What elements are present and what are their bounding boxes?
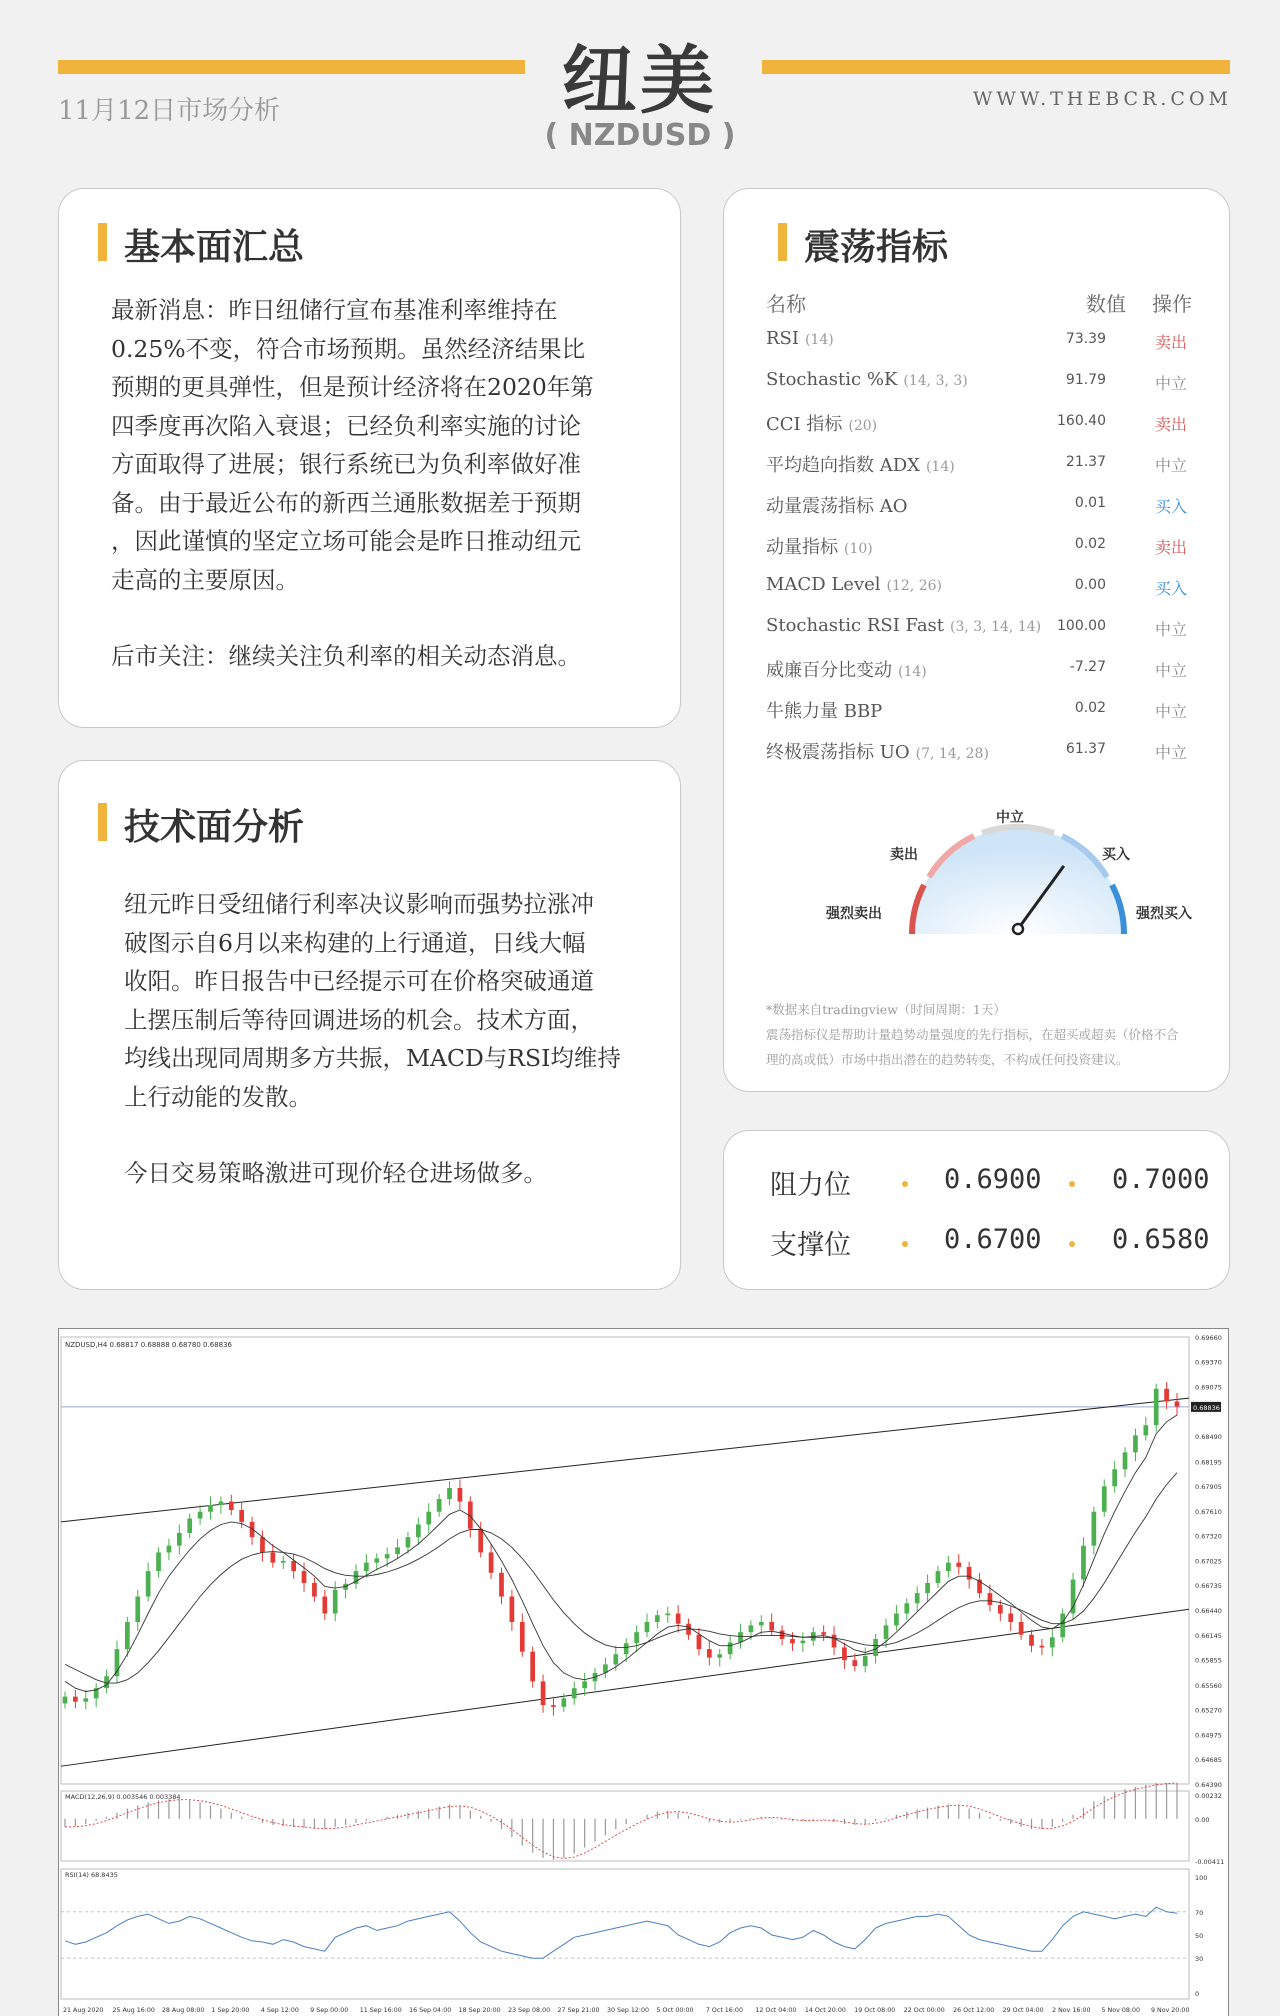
candle-body: [759, 1622, 764, 1625]
candle-body: [801, 1641, 806, 1644]
oscillator-param: (12, 26): [886, 578, 942, 594]
candle-body: [1019, 1622, 1024, 1635]
oscillator-action: 卖出: [1154, 333, 1187, 352]
candle-body: [374, 1558, 379, 1562]
oscillator-action: 中立: [1154, 620, 1187, 639]
text-line: 走高的主要原因。: [111, 565, 299, 594]
oscillator-param: (14): [805, 332, 834, 348]
oscillator-row: [766, 404, 1206, 445]
technical-paragraph: [124, 885, 674, 1193]
candle-body: [541, 1681, 546, 1705]
candle-body: [281, 1561, 286, 1563]
page-subtitle: ( NZDUSD ): [544, 118, 736, 153]
oscillator-param: (14, 3, 3): [903, 373, 968, 389]
candle-body: [1133, 1435, 1138, 1452]
candle-body: [790, 1639, 795, 1643]
resistance-label: 阻力位: [770, 1170, 851, 1201]
price-tick-label: 0.67905: [1195, 1482, 1222, 1491]
page-title: 纽美: [562, 38, 718, 124]
macd-tick-label: -0.00411: [1195, 1858, 1225, 1866]
candle-body: [551, 1705, 556, 1707]
main-panel-frame: [61, 1337, 1189, 1784]
date-tick-label: 30 Sep 12:00: [607, 2007, 650, 2014]
price-tick-label: 0.66440: [1195, 1607, 1222, 1616]
gauge-label-strong-buy: 强烈买入: [1136, 906, 1192, 922]
ma-fast-line: [65, 1415, 1177, 1692]
oscillator-action: 中立: [1154, 702, 1187, 721]
oscillator-param: (7, 14, 28): [915, 746, 989, 762]
oscillator-label: 动量震荡指标 AO: [766, 496, 908, 517]
oscillator-name: [766, 492, 907, 518]
candle-body: [894, 1614, 899, 1626]
disclaimer-line-1: 震荡指标仪是帮助计量趋势动量强度的先行指标，在超买或超卖（价格不合: [766, 1027, 1179, 1042]
candle-body: [187, 1519, 192, 1533]
price-tick-label: 0.64390: [1195, 1781, 1222, 1789]
candle-body: [967, 1567, 972, 1580]
candle-body: [1112, 1469, 1117, 1486]
candle-body: [135, 1597, 140, 1622]
candle-body: [530, 1652, 535, 1682]
oscillators-card: [723, 188, 1230, 1092]
date-tick-label: 19 Oct 08:00: [854, 2007, 896, 2014]
date-tick-label: 5 Oct 00:00: [656, 2007, 694, 2014]
text-line: 四季度再次陷入衰退；已经负利率实施的讨论: [111, 411, 581, 440]
resistance-level-1: 0.6900: [944, 1164, 1042, 1195]
candle-body: [115, 1649, 120, 1676]
candle-body: [852, 1660, 857, 1666]
candle-body: [998, 1605, 1003, 1613]
candle-body: [697, 1635, 702, 1649]
price-tick-label: 0.67320: [1195, 1532, 1222, 1541]
oscillator-name: [766, 656, 927, 682]
oscillator-name: [766, 697, 882, 723]
oscillator-param: (14): [925, 459, 955, 475]
technical-title: 技术面分析: [124, 799, 304, 850]
candle-body: [1040, 1646, 1045, 1648]
candle-body: [655, 1615, 660, 1622]
candle-body: [1164, 1389, 1169, 1402]
candle-body: [665, 1614, 670, 1616]
macd-panel-frame: [61, 1791, 1189, 1861]
candle-body: [208, 1505, 213, 1512]
candle-body: [177, 1533, 182, 1546]
date-tick-label: 14 Oct 20:00: [804, 2007, 846, 2014]
text-line: 后市关注：继续关注负利率的相关动态消息。: [111, 642, 581, 670]
candle-body: [83, 1698, 88, 1701]
date-tick-label: 2 Nov 16:00: [1052, 2007, 1091, 2014]
candle-body: [634, 1632, 639, 1643]
gauge-label-strong-sell: 强烈卖出: [826, 906, 882, 922]
candle-body: [1008, 1614, 1013, 1622]
candle-body: [582, 1681, 587, 1688]
oscillator-label: 牛熊力量 BBP: [766, 701, 883, 722]
text-line: 上摆压制后等待回调进场的机会。技术方面，: [124, 1005, 594, 1034]
oscillator-name: [766, 410, 877, 436]
price-tick-label: 0.67610: [1195, 1507, 1222, 1516]
date-tick-label: 27 Sep 21:00: [557, 2007, 600, 2014]
price-tick-label: 0.66145: [1195, 1632, 1222, 1641]
date-tick-label: 26 Oct 12:00: [953, 2007, 995, 2014]
date-tick-label: 16 Sep 04:00: [409, 2007, 452, 2014]
oscillator-label: MACD Level: [766, 574, 881, 595]
text-line: ，因此谨慎的坚定立场可能会是昨日推动纽元: [111, 527, 581, 555]
oscillator-row: [766, 732, 1206, 773]
oscillator-value: 73.39: [1065, 331, 1106, 347]
date-tick-label: 21 Aug 2020: [63, 2007, 104, 2014]
oscillator-action: 卖出: [1154, 538, 1187, 557]
price-tick-label: 0.65855: [1195, 1656, 1222, 1665]
price-tick-label: 0.67025: [1195, 1557, 1222, 1566]
date-tick-label: 4 Sep 12:00: [260, 2007, 299, 2014]
candle-body: [946, 1563, 951, 1571]
site-url: WWW.THEBCR.COM: [972, 88, 1232, 110]
candle-body: [613, 1654, 618, 1664]
oscillator-action: 卖出: [1154, 415, 1187, 434]
oscillator-name: [766, 451, 955, 477]
candle-body: [1060, 1614, 1065, 1638]
candle-body: [925, 1583, 930, 1593]
candle-body: [302, 1571, 307, 1583]
resistance-level-2: 0.7000: [1112, 1164, 1210, 1195]
price-tick-label: 0.69075: [1195, 1383, 1222, 1392]
candle-body: [416, 1524, 421, 1537]
rsi-tick-label: 100: [1195, 1874, 1208, 1882]
candle-body: [738, 1632, 743, 1642]
col-action-header: 操作: [1152, 292, 1192, 316]
price-tick-label: 0.65560: [1195, 1681, 1222, 1690]
candle-body: [1175, 1401, 1180, 1406]
oscillator-row: [766, 445, 1206, 486]
text-line: 今日交易策略激进可现价轻仓进场做多。: [124, 1159, 547, 1187]
candle-body: [832, 1635, 837, 1648]
price-chart: [58, 1328, 1229, 2016]
report-date: 11月12日市场分析: [58, 96, 281, 126]
rsi-line: [65, 1907, 1177, 1958]
date-tick-label: 11 Sep 16:00: [359, 2007, 402, 2014]
price-tick-label: 0.69370: [1195, 1358, 1222, 1367]
oscillator-param: (14): [898, 664, 927, 680]
oscillator-row: [766, 363, 1206, 404]
candle-body: [406, 1537, 411, 1547]
support-level-1: 0.6700: [944, 1224, 1042, 1255]
price-tick-label: 0.68195: [1195, 1458, 1222, 1467]
oscillator-value: 21.37: [1065, 454, 1106, 470]
rsi-panel-frame: [61, 1869, 1189, 1999]
price-tick-label: 0.66735: [1195, 1582, 1222, 1591]
candle-body: [769, 1622, 774, 1630]
candle-body: [291, 1561, 296, 1571]
bullet-icon: [902, 1181, 908, 1187]
candle-body: [271, 1552, 276, 1562]
candle-body: [364, 1563, 369, 1571]
text-line: 收阳。昨日报告中已经提示可在价格突破通道: [124, 967, 594, 995]
oscillator-label: 平均趋向指数 ADX: [766, 455, 920, 476]
oscillator-name: [766, 328, 834, 349]
candle-body: [956, 1563, 961, 1567]
oscillator-value: 61.37: [1065, 741, 1106, 757]
rsi-tick-label: 70: [1195, 1908, 1204, 1917]
candle-body: [1102, 1486, 1107, 1511]
candle-body: [322, 1597, 327, 1614]
oscillator-value: 100.00: [1057, 618, 1106, 634]
candle-body: [229, 1502, 234, 1510]
candle-body: [395, 1547, 400, 1554]
candle-body: [624, 1643, 629, 1654]
candle-body: [437, 1499, 442, 1512]
oscillator-action: 买入: [1154, 497, 1187, 516]
oscillator-name: [766, 533, 873, 559]
oscillator-value: 0.00: [1074, 577, 1106, 593]
candle-body: [707, 1649, 712, 1657]
candle-body: [1154, 1389, 1159, 1425]
oscillator-row: [766, 650, 1206, 691]
candle-body: [1081, 1546, 1086, 1580]
candle-body: [73, 1697, 78, 1702]
candle-body: [125, 1622, 130, 1649]
date-tick-label: 23 Sep 08:00: [508, 2007, 551, 2014]
text-line: 0.25%不变，符合市场预期。虽然经济结果比: [111, 334, 586, 363]
rsi-label: RSI(14) 68.8435: [65, 1871, 118, 1879]
candle-body: [219, 1502, 224, 1505]
fundamentals-paragraph: [111, 291, 671, 676]
candle-body: [447, 1488, 452, 1499]
oscillator-action: 中立: [1154, 456, 1187, 475]
candle-body: [645, 1622, 650, 1632]
price-tick-label: 0.65270: [1195, 1706, 1222, 1715]
data-source-note: *数据来自tradingview（时间周期：1天）: [766, 1002, 1006, 1017]
macd-tick-label: 0.00: [1195, 1815, 1210, 1824]
support-label: 支撑位: [770, 1230, 851, 1261]
oscillator-value: 0.01: [1074, 495, 1106, 511]
candle-body: [915, 1593, 920, 1603]
oscillator-label: Stochastic RSI Fast: [766, 615, 945, 636]
candle-body: [821, 1632, 826, 1635]
candle-body: [489, 1552, 494, 1572]
fundamentals-card: [58, 188, 681, 728]
gauge-label-buy: 买入: [1102, 847, 1130, 863]
candle-body: [749, 1625, 754, 1632]
price-tick-label: 0.64685: [1195, 1755, 1222, 1764]
candle-body: [780, 1630, 785, 1638]
oscillator-action: 中立: [1154, 374, 1187, 393]
date-tick-label: 29 Oct 04:00: [1002, 2007, 1044, 2014]
text-line: 方面取得了进展；银行系统已为负利率做好准: [111, 450, 581, 478]
candle-body: [167, 1546, 172, 1553]
levels-card: [723, 1130, 1230, 1290]
date-tick-label: 22 Oct 00:00: [903, 2007, 945, 2014]
candle-body: [1050, 1637, 1055, 1647]
date-tick-label: 5 Nov 08:00: [1101, 2007, 1140, 2014]
oscillator-label: 终极震荡指标 UO: [766, 742, 910, 763]
price-chart-svg: [59, 1329, 1230, 2016]
sentiment-gauge: [724, 801, 1231, 961]
gauge-label-neutral: 中立: [996, 810, 1024, 826]
price-tick-label: 0.64975: [1195, 1731, 1222, 1740]
date-tick-label: 9 Nov 20:00: [1151, 2007, 1190, 2014]
bullet-icon: [1069, 1181, 1075, 1187]
date-tick-label: 25 Aug 16:00: [112, 2007, 155, 2014]
candle-body: [863, 1656, 868, 1666]
oscillator-label: 威廉百分比变动: [766, 660, 892, 681]
bullet-icon: [902, 1241, 908, 1247]
candle-body: [426, 1512, 431, 1525]
col-name-header: 名称: [766, 292, 806, 316]
candle-body: [520, 1622, 525, 1652]
candle-body: [458, 1488, 463, 1502]
rsi-tick-label: 30: [1195, 1955, 1204, 1964]
oscillator-row: [766, 322, 1206, 363]
text-line: 上行动能的发散。: [124, 1082, 312, 1111]
text-line: 纽元昨日受纽储行利率决议影响而强势拉涨冲: [124, 890, 594, 918]
candle-body: [63, 1697, 68, 1704]
oscillator-name: [766, 615, 1041, 636]
candle-body: [572, 1688, 577, 1698]
fundamentals-title: 基本面汇总: [124, 219, 304, 270]
oscillator-value: 91.79: [1065, 372, 1106, 388]
oscillator-action: 中立: [1154, 661, 1187, 680]
support-level-2: 0.6580: [1112, 1224, 1210, 1255]
oscillator-value: 0.02: [1074, 700, 1106, 716]
oscillator-value: -7.27: [1069, 659, 1106, 675]
candle-body: [260, 1537, 265, 1552]
oscillator-name: [766, 369, 968, 390]
oscillator-label: CCI 指标: [766, 414, 843, 435]
rsi-tick-label: 0: [1195, 1990, 1200, 1998]
date-tick-label: 12 Oct 04:00: [755, 2007, 797, 2014]
date-tick-label: 1 Sep 20:00: [211, 2007, 250, 2014]
candle-body: [1123, 1452, 1128, 1469]
oscillator-row: [766, 527, 1206, 568]
oscillator-name: [766, 738, 989, 764]
gauge-fill: [912, 828, 1124, 934]
oscillator-action: 中立: [1154, 743, 1187, 762]
date-tick-label: 7 Oct 16:00: [705, 2007, 743, 2014]
candle-body: [717, 1654, 722, 1657]
oscillator-row: [766, 568, 1206, 609]
gauge-label-sell: 卖出: [890, 847, 918, 863]
oscillator-param: (20): [848, 418, 878, 434]
date-tick-label: 18 Sep 20:00: [458, 2007, 501, 2014]
macd-label: MACD(12,26,9) 0.003546 0.003384: [65, 1793, 181, 1801]
oscillator-label: 动量指标: [766, 537, 838, 558]
candle-body: [676, 1614, 681, 1624]
candle-body: [239, 1510, 244, 1522]
oscillator-action: 买入: [1154, 579, 1187, 598]
oscillator-param: (3, 3, 14, 14): [950, 619, 1042, 635]
oscillator-row: [766, 486, 1206, 527]
candle-body: [510, 1597, 515, 1622]
technical-card: [58, 760, 681, 1290]
candle-body: [156, 1552, 161, 1571]
bullet-icon: [1069, 1241, 1075, 1247]
candle-body: [1143, 1425, 1148, 1435]
candle-body: [333, 1590, 338, 1614]
oscillator-name: [766, 574, 942, 595]
candle-body: [988, 1593, 993, 1605]
oscillator-value: 0.02: [1074, 536, 1106, 552]
oscillator-label: RSI: [766, 328, 799, 349]
candle-body: [146, 1571, 151, 1596]
oscillator-row: [766, 609, 1206, 650]
text-line: 预期的更具弹性，但是预计经济将在2020年第: [111, 373, 594, 401]
macd-tick-label: 0.00232: [1195, 1792, 1222, 1800]
candle-body: [842, 1647, 847, 1660]
candle-body: [499, 1573, 504, 1597]
candle-body: [936, 1571, 941, 1583]
candle-body: [728, 1642, 733, 1654]
candle-body: [312, 1583, 317, 1597]
col-value-header: 数值: [1086, 292, 1126, 316]
oscillator-value: 160.40: [1057, 413, 1106, 429]
date-tick-label: 9 Sep 00:00: [310, 2007, 349, 2014]
oscillator-param: (10): [844, 541, 873, 557]
candle-body: [478, 1529, 483, 1553]
candle-body: [1092, 1512, 1097, 1546]
current-price-tag: 0.68836: [1193, 1403, 1220, 1412]
candle-body: [561, 1698, 566, 1706]
candle-body: [904, 1603, 909, 1613]
candle-body: [1029, 1635, 1034, 1646]
text-line: 备。由于最近公布的新西兰通胀数据差于预期: [111, 488, 581, 517]
disclaimer-line-2: 理的高或低）市场中指出潜在的趋势转变，不构成任何投资建议。: [766, 1052, 1129, 1067]
price-tick-label: 0.68490: [1195, 1433, 1222, 1442]
candle-body: [385, 1554, 390, 1558]
candle-body: [884, 1625, 889, 1639]
rsi-tick-label: 50: [1195, 1932, 1204, 1940]
oscillators-title: 震荡指标: [804, 219, 948, 270]
text-line: 破图示自6月以来构建的上行通道，日线大幅: [124, 928, 586, 957]
gauge-pivot: [1013, 924, 1023, 934]
text-line: 最新消息：昨日纽储行宣布基准利率维持在: [111, 296, 558, 324]
price-tick-label: 0.69660: [1195, 1334, 1222, 1342]
oscillator-label: Stochastic %K: [766, 369, 898, 390]
text-line: 均线出现同周期多方共振，MACD与RSI均维持: [124, 1044, 621, 1072]
date-tick-label: 28 Aug 08:00: [161, 2007, 205, 2014]
chart-title: NZDUSD,H4 0.68817 0.68888 0.68780 0.68836: [65, 1341, 233, 1349]
oscillator-row: [766, 691, 1206, 732]
candle-body: [198, 1512, 203, 1519]
